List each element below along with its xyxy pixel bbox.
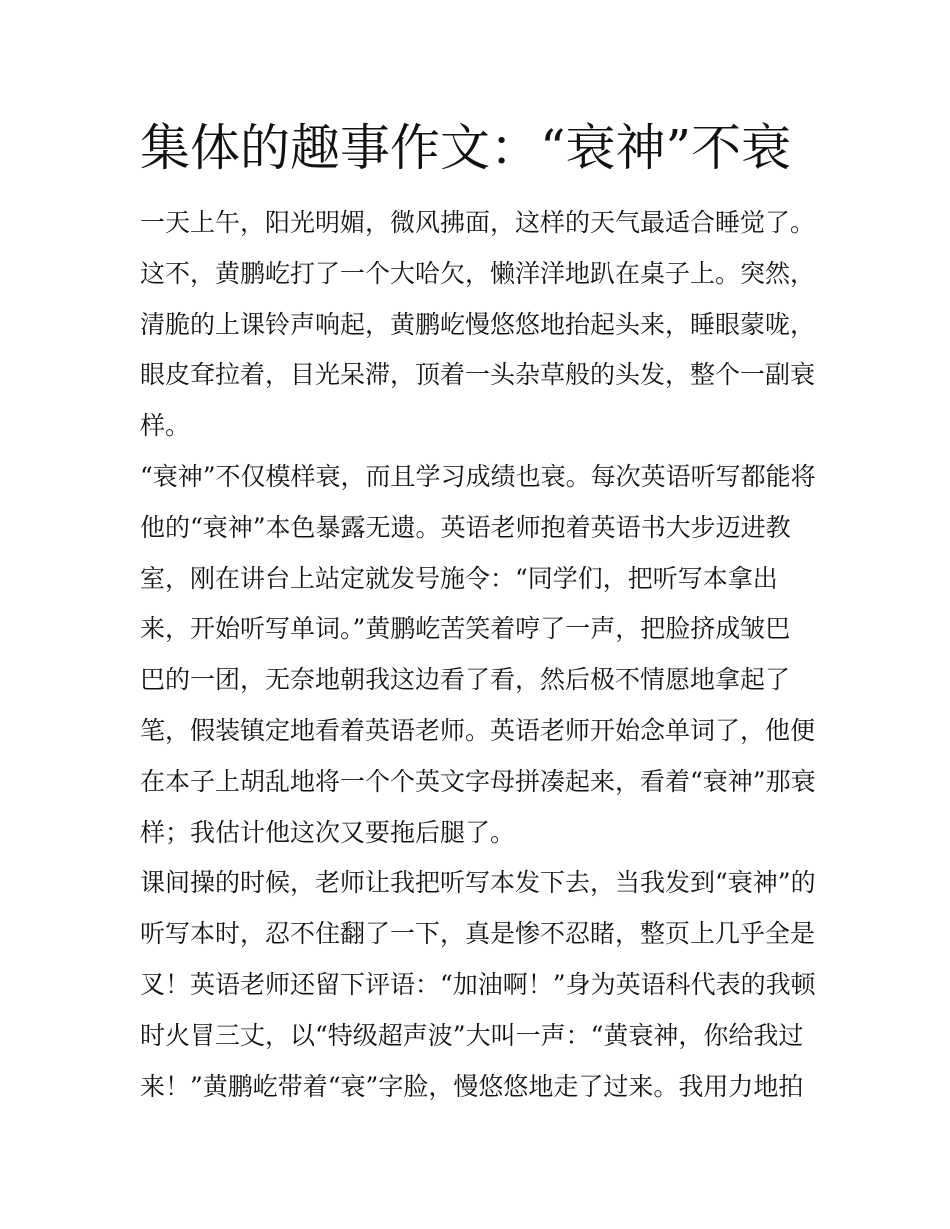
text-line: 眼皮耷拉着，目光呆滞，顶着一头杂草般的头发，整个一副衰 <box>140 360 816 390</box>
text-line: 听写本时，忍不住翻了一下，真是惨不忍睹，整页上几乎全是 <box>140 919 816 949</box>
document-title: 集体的趣事作文：“衰神”不衰 <box>140 119 792 177</box>
text-line: 他的“衰神”本色暴露无遗。英语老师抱着英语书大步迈进教 <box>140 512 791 542</box>
text-line: 清脆的上课铃声响起，黄鹏屹慢悠悠地抬起头来，睡眼蒙咙， <box>140 309 816 339</box>
text-line: 一天上午，阳光明媚，微风拂面，这样的天气最适合睡觉了。 <box>140 208 816 237</box>
text-line: 叉！英语老师还留下评语：“加油啊！”身为英语科代表的我顿 <box>140 969 816 999</box>
text-line: 巴的一团，无奈地朝我这边看了看，然后极不情愿地拿起了 <box>140 665 791 695</box>
text-line: 样。 <box>140 411 191 441</box>
text-line: 来，开始听写单词。”黄鹏屹苦笑着哼了一声，把脸挤成皱巴 <box>140 614 791 644</box>
document-body <box>140 198 820 1112</box>
text-line: 时火冒三丈，以“特级超声波”大叫一声：“黄衰神，你给我过 <box>140 1020 804 1050</box>
text-line: “衰神”不仅模样衰，而且学习成绩也衰。每次英语听写都能将 <box>140 461 816 491</box>
text-line: 这不，黄鹏屹打了一个大哈欠，懒洋洋地趴在桌子上。突然， <box>140 258 816 288</box>
text-line: 课间操的时候，老师让我把听写本发下去，当我发到“衰神”的 <box>140 868 816 898</box>
text-line: 在本子上胡乱地将一个个英文字母拼凑起来，看着“衰神”那衰 <box>140 766 816 796</box>
text-line: 笔，假装镇定地看着英语老师。英语老师开始念单词了，他便 <box>140 715 816 745</box>
text-line: 室，刚在讲台上站定就发号施令：“同学们，把听写本拿出 <box>140 563 778 593</box>
text-line: 来！”黄鹏屹带着“衰”字脸，慢悠悠地走了过来。我用力地拍 <box>140 1071 804 1101</box>
text-line: 样；我估计他这次又要拖后腿了。 <box>140 817 516 847</box>
